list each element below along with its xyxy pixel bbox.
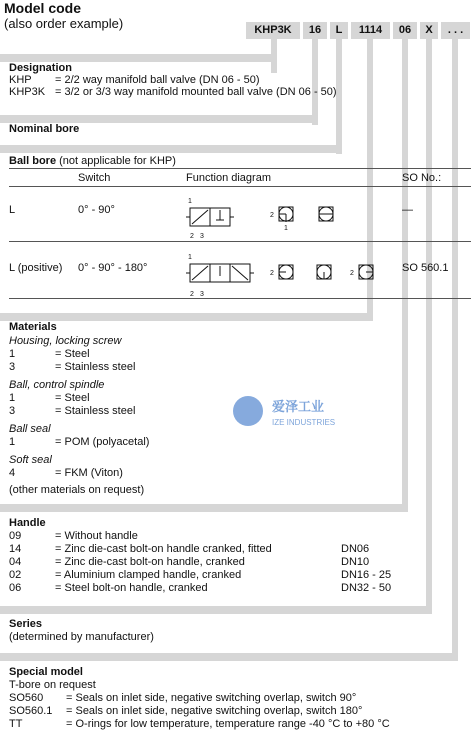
mat-soft-code-4: 4	[9, 467, 16, 479]
special-desc-so560: = Seals on inlet side, negative switching overlap, switch 90°	[66, 692, 357, 704]
mat-ball-code-1: 1	[9, 392, 16, 404]
band-handle	[0, 504, 408, 512]
col-so-no: SO No.:	[402, 172, 442, 184]
mat-ball-desc-1: = Steel	[55, 392, 90, 404]
row-lpos-switch: 0° - 90° - 180°	[78, 262, 148, 274]
special-intro: T-bore on request	[9, 679, 96, 691]
ball-bore-note: (not applicable for KHP)	[59, 155, 176, 167]
materials-group-housing: Housing, locking screw	[9, 335, 122, 347]
col-function-diagram: Function diagram	[186, 172, 271, 184]
connector-nominal	[312, 39, 318, 125]
series-heading: Series	[9, 618, 43, 630]
handle-dn-04: DN10	[341, 556, 370, 568]
handle-code-06: 06	[9, 582, 22, 594]
page-title: Model code	[4, 0, 82, 16]
port-label-1: 1	[188, 198, 192, 205]
row-l-code: L	[9, 204, 16, 216]
band-designation	[0, 54, 277, 62]
connector-handle	[402, 39, 408, 509]
row-lpos-so: SO 560.1	[402, 262, 449, 274]
special-code-so560: SO560	[9, 692, 44, 704]
table-rule-header	[9, 186, 471, 187]
code-nominal-bore: 16	[303, 22, 327, 39]
function-diagram-l-positive	[184, 250, 384, 300]
mat-ball-desc-3: = Stainless steel	[55, 405, 136, 417]
port-label-2e: 2	[350, 270, 354, 277]
table-rule-bottom	[9, 298, 471, 299]
code-special: . . .	[441, 22, 470, 39]
designation-desc-khp3k: = 3/2 or 3/3 way manifold mounted ball valve (DN 06 - 50)	[55, 86, 337, 98]
handle-desc-04: = Zinc die-cast bolt-on handle, cranked	[55, 556, 245, 568]
ball-bore-title	[9, 155, 176, 167]
table-rule-mid	[9, 241, 471, 242]
mat-housing-code-1: 1	[9, 348, 16, 360]
series-note: (determined by manufacturer)	[9, 631, 154, 643]
handle-code-04: 04	[9, 556, 22, 568]
band-series	[0, 606, 432, 614]
handle-code-14: 14	[9, 543, 22, 555]
designation-desc-khp: = 2/2 way manifold ball valve (DN 06 - 50)	[55, 74, 260, 86]
ball-bore-heading: Ball bore	[9, 155, 57, 167]
band-nominal-bore	[0, 115, 318, 123]
designation-heading: Designation	[9, 62, 72, 74]
port-label-2c: 2	[190, 291, 194, 298]
materials-heading: Materials	[9, 321, 57, 333]
special-code-tt: TT	[9, 718, 23, 730]
special-desc-tt: = O-rings for low temperature, temperature range -40 °C to +80 °C	[66, 718, 390, 730]
port-label-3c: 3	[200, 291, 204, 298]
code-series: X	[420, 22, 438, 39]
materials-group-ball-seal: Ball seal	[9, 423, 51, 435]
special-desc-so5601: = Seals on inlet side, negative switching overlap, switch 180°	[66, 705, 363, 717]
table-rule-top	[9, 168, 471, 169]
watermark-logo-icon	[233, 396, 263, 426]
materials-note: (other materials on request)	[9, 484, 145, 496]
handle-dn-02: DN16 - 25	[341, 569, 392, 581]
mat-housing-code-3: 3	[9, 361, 16, 373]
port-label-1c: 1	[188, 254, 192, 261]
materials-group-soft-seal: Soft seal	[9, 454, 52, 466]
mat-seal-desc-1: = POM (polyacetal)	[55, 436, 150, 448]
band-ball-bore	[0, 145, 342, 153]
function-diagram-l	[184, 194, 344, 240]
handle-dn-06: DN32 - 50	[341, 582, 392, 594]
special-code-so5601: SO560.1	[9, 705, 53, 717]
special-model-heading: Special model	[9, 666, 83, 678]
port-label-3: 3	[200, 233, 204, 240]
handle-dn-14: DN06	[341, 543, 370, 555]
nominal-bore-heading: Nominal bore	[9, 123, 80, 135]
handle-code-02: 02	[9, 569, 22, 581]
handle-desc-06: = Steel bolt-on handle, cranked	[55, 582, 208, 594]
port-label-1b: 1	[284, 225, 288, 232]
mat-housing-desc-3: = Stainless steel	[55, 361, 136, 373]
handle-desc-02: = Aluminium clamped handle, cranked	[55, 569, 242, 581]
band-special	[0, 653, 458, 661]
port-label-2: 2	[190, 233, 194, 240]
code-materials: 1114	[351, 22, 390, 39]
mat-housing-desc-1: = Steel	[55, 348, 90, 360]
connector-special	[452, 39, 458, 659]
connector-series	[426, 39, 432, 612]
handle-desc-14: = Zinc die-cast bolt-on handle cranked, fitted	[55, 543, 272, 555]
code-designation: KHP3K	[246, 22, 300, 39]
row-l-switch: 0° - 90°	[78, 204, 115, 216]
row-l-so: —	[402, 204, 413, 216]
designation-code-khp3k: KHP3K	[9, 86, 46, 98]
connector-ball-bore	[336, 39, 342, 154]
row-lpos-code: L (positive)	[9, 262, 63, 274]
handle-code-09: 09	[9, 530, 22, 542]
code-handle: 06	[393, 22, 417, 39]
mat-seal-code-1: 1	[9, 436, 16, 448]
handle-heading: Handle	[9, 517, 46, 529]
band-materials	[0, 313, 373, 321]
port-label-2b: 2	[270, 212, 274, 219]
code-ball-bore: L	[330, 22, 348, 39]
mat-ball-code-3: 3	[9, 405, 16, 417]
materials-group-ball: Ball, control spindle	[9, 379, 105, 391]
page-subtitle: (also order example)	[4, 16, 124, 31]
col-switch: Switch	[78, 172, 111, 184]
watermark-en: IZE INDUSTRIES	[272, 418, 336, 427]
handle-desc-09: = Without handle	[55, 530, 138, 542]
mat-soft-desc-4: = FKM (Viton)	[55, 467, 123, 479]
designation-code-khp: KHP	[9, 74, 32, 86]
watermark-cn: 爱泽工业	[272, 399, 325, 414]
port-label-2d: 2	[270, 270, 274, 277]
